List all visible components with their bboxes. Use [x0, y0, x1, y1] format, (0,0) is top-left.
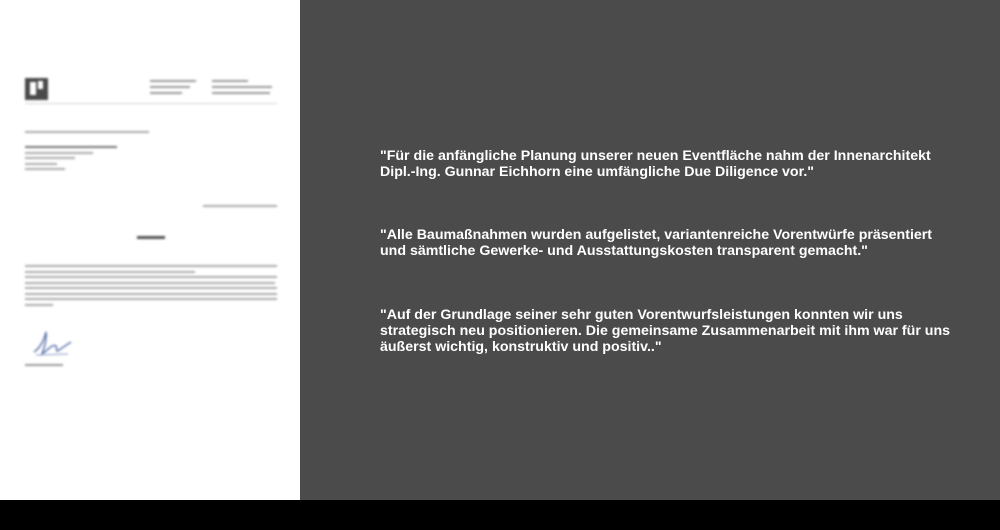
testimonial-panel [300, 0, 1000, 500]
testimonial-quote-3: "Auf der Grundlage seiner sehr guten Vorentwurfsleistungen konnten wir uns strategisch neu positionieren. Die gemeinsame Zusammenarbeit mit ihm war für uns äußerst wichtig, konstruktiv und positiv.." [380, 307, 951, 355]
recipient-address [25, 146, 117, 174]
letterhead-rule [25, 103, 277, 104]
letter-subject [137, 236, 165, 239]
letter-date [203, 205, 277, 207]
testimonial-quote-2: "Alle Baumaßnahmen wurden aufgelistet, variantenreiche Vorentwürfe präsentiert und sämtliche Gewerke- und Ausstattungskosten transparent gemacht." [380, 227, 933, 259]
testimonial-quote-1: "Für die anfängliche Planung unserer neuen Eventfläche nahm der Innenarchitekt Dipl.-Ing. Gunnar Eichhorn eine umfängliche Due Diligence vor." [380, 148, 931, 180]
handwritten-signature [32, 328, 72, 358]
company-logo [25, 78, 48, 100]
letterhead-address [150, 80, 198, 98]
bottom-bar [0, 500, 1000, 530]
letterhead-contact [212, 80, 274, 98]
signatory-name [25, 364, 63, 366]
letter-content-blurred [0, 0, 300, 500]
sender-line [25, 131, 149, 137]
reference-letter-image [0, 0, 300, 500]
letter-body [25, 265, 277, 309]
